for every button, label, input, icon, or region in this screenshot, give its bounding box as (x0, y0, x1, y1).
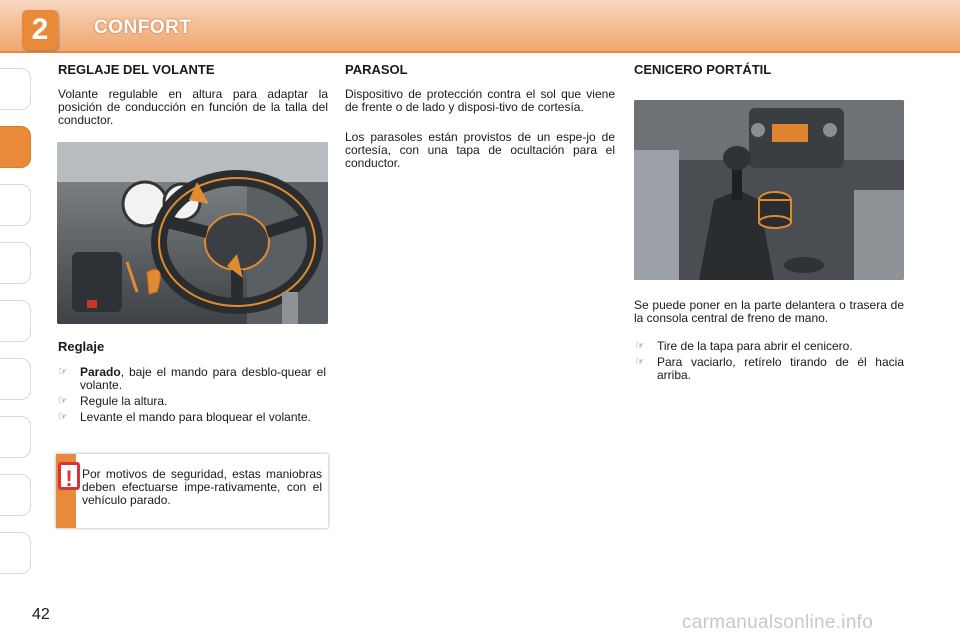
ashtray-intro: Se puede poner en la parte delantera o trasera de la consola central de freno de mano. (634, 298, 904, 325)
chapter-tab-2-active[interactable] (0, 126, 31, 168)
steering-step-3: ☞ Levante el mando para bloquear el volante. (58, 410, 311, 424)
adjustment-subtitle: Reglaje (58, 339, 105, 354)
page-number: 42 (32, 606, 50, 623)
chapter-tab-9[interactable] (0, 532, 31, 574)
chapter-tab-7[interactable] (0, 416, 31, 458)
pointing-hand-icon: ☞ (58, 366, 68, 378)
chapter-tab-8[interactable] (0, 474, 31, 516)
pointing-hand-icon: ☞ (635, 340, 645, 352)
chapter-title: CONFORT (94, 17, 192, 38)
steering-wheel-illustration (57, 142, 328, 324)
chapter-tab-1[interactable] (0, 68, 31, 110)
chapter-tab-5[interactable] (0, 300, 31, 342)
sun-visor-paragraph-1: Dispositivo de protección contra el sol que viene de frente o de lado y disposi-tivo de cortesía. (345, 87, 615, 114)
steering-step-2: ☞ Regule la altura. (58, 394, 168, 408)
chapter-tab-3[interactable] (0, 184, 31, 226)
ashtray-step-1: ☞ Tire de la tapa para abrir el cenicero. (635, 339, 853, 353)
chapter-tab-6[interactable] (0, 358, 31, 400)
steering-intro: Volante regulable en altura para adaptar la posición de conducción en función de la talla del conductor. (58, 87, 328, 127)
watermark: carmanualsonline.info (682, 612, 874, 633)
ashtray-console-illustration (634, 100, 904, 280)
pointing-hand-icon: ☞ (58, 395, 68, 407)
steering-step-1: ☞ Parado, baje el mando para desblo-quear el volante. (58, 365, 326, 392)
pointing-hand-icon: ☞ (635, 356, 645, 368)
safety-warning-text: Por motivos de seguridad, estas maniobras deben efectuarse impe-rativamente, con el vehículo parado. (82, 467, 322, 507)
sun-visor-section-title: PARASOL (345, 62, 408, 77)
ashtray-section-title: CENICERO PORTÁTIL (634, 62, 772, 77)
pointing-hand-icon: ☞ (58, 411, 68, 423)
chapter-tab-4[interactable] (0, 242, 31, 284)
sun-visor-paragraph-2: Los parasoles están provistos de un espe-jo de cortesía, con una tapa de ocultación para el conductor. (345, 130, 615, 170)
steering-section-title: REGLAJE DEL VOLANTE (58, 62, 215, 77)
ashtray-step-2: ☞ Para vaciarlo, retírelo tirando de él hacia arriba. (635, 355, 904, 382)
header-divider (0, 51, 960, 53)
chapter-number-badge: 2 (22, 10, 58, 50)
safety-warning-box (56, 454, 328, 528)
exclamation-warning-icon: ! (58, 462, 80, 490)
